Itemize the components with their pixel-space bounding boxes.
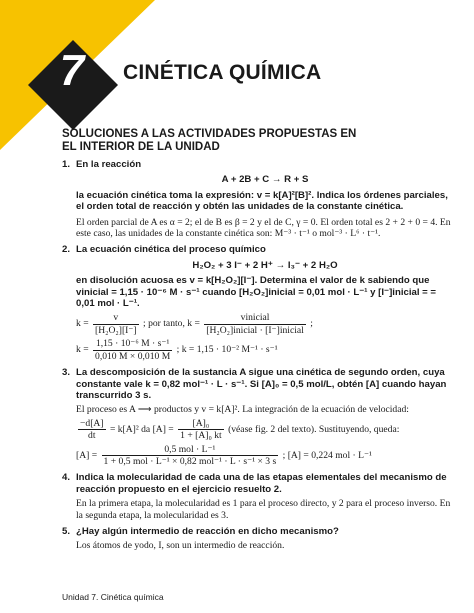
exercise-number: 5. <box>62 525 71 537</box>
exercise-statement: ¿Hay algún intermedio de reacción en dicho mecanismo? <box>76 525 339 537</box>
fraction-denominator: 1 + 0,5 mol · L⁻¹ × 0,82 mol⁻¹ · L · s⁻¹ × 3 s <box>103 455 277 467</box>
fraction-numerator: −d[A] <box>80 417 104 429</box>
rate-constant-formula <box>76 312 454 336</box>
fraction-numerator: [A]₀ <box>178 418 224 430</box>
chapter-title: CINÉTICA QUÍMICA <box>123 61 322 84</box>
exercise-answer: El orden parcial de A es α = 2; el de B es β = 2 y el de C, γ = 0. El orden total es 2 + 2 + 0 = 4. En este caso, las unidades de la constante cinética son: M⁻³ · t⁻¹ o mol⁻³ · L⁶ · t⁻¹. <box>76 216 451 240</box>
fraction-numerator: v <box>93 312 139 324</box>
fraction <box>204 312 306 336</box>
exercise-number: 1. <box>62 159 71 170</box>
exercise-number: 4. <box>62 472 71 484</box>
equation-end: (véase fig. 2 del texto). Sustituyendo, queda: <box>228 423 400 435</box>
exercise-number: 2. <box>62 244 71 256</box>
fraction-numerator: vinicial <box>204 312 306 324</box>
fraction-denominator: dt <box>88 430 96 442</box>
fraction <box>93 338 172 362</box>
page-footer: Unidad 7. Cinética química <box>62 592 164 602</box>
exercise-statement: la ecuación cinética toma la expresión: v = k[A]²[B]². Indica los órdenes parciales, el orden total de reacción y obtén las unidades de la constante cinética. <box>76 189 448 213</box>
fraction <box>102 444 279 468</box>
equation-connector: ; por tanto, k = <box>143 318 200 330</box>
exercise-2 <box>62 244 454 362</box>
exercise-intro: En la reacción <box>76 159 142 170</box>
exercise-statement: Indica la molecularidad de cada una de las etapas elementales del mecanismo de reacción propuesto en el ejercicio resuelto 2. <box>76 472 447 495</box>
chapter-number: 7 <box>59 46 85 95</box>
reaction-equation: A + 2B + C → R + S <box>221 174 309 186</box>
exercise-list <box>62 159 454 552</box>
exercise-1 <box>62 159 454 239</box>
fraction-numerator: 1,15 · 10⁻⁶ M · s⁻¹ <box>93 338 172 350</box>
exercise-answer: El proceso es A ⟶ productos y v = k[A]². La integración de la ecuación de velocidad: <box>76 404 409 416</box>
section-heading: SOLUCIONES A LAS ACTIVIDADES PROPUESTAS EN EL INTERIOR DE LA UNIDAD <box>62 128 357 153</box>
concentration-result <box>76 444 454 468</box>
fraction-denominator: [H₂O₂]inicial · [I⁻]inicial <box>206 324 304 336</box>
reaction-equation: H₂O₂ + 3 I⁻ + 2 H⁺ → I₃⁻ + 2 H₂O <box>192 259 338 271</box>
fraction <box>93 312 139 336</box>
equation-lhs: k = <box>76 318 89 330</box>
exercise-answer: Los átomos de yodo, I, son un intermedio de reacción. <box>76 540 285 552</box>
integrated-rate-law <box>76 418 454 442</box>
equation-result: ; [A] = 0,224 mol · L⁻¹ <box>282 449 372 461</box>
exercise-4 <box>62 472 454 521</box>
equation-lhs: k = <box>76 344 89 356</box>
exercise-number: 3. <box>62 367 71 379</box>
exercise-5 <box>62 526 454 552</box>
fraction-denominator: 0,010 M × 0,010 M <box>95 350 171 362</box>
exercise-intro: La ecuación cinética del proceso químico <box>76 244 266 256</box>
exercise-statement: La descomposición de la sustancia A sigue una cinética de segundo orden, cuya constante vale k = 0,82 mol⁻¹ · L · s⁻¹. Si [A]₀ = 0,5 mol/L, obtén [A] cuando hayan transcurrido 3 s. <box>76 367 447 401</box>
fraction-denominator: 1 + [A]₀ kt <box>180 430 222 442</box>
equation-result: ; k = 1,15 · 10⁻² M⁻¹ · s⁻¹ <box>176 344 278 356</box>
fraction-numerator: 0,5 mol · L⁻¹ <box>102 444 279 456</box>
exercise-statement: en disolución acuosa es v = k[H₂O₂][I⁻]. Determina el valor de k sabiendo que vinicial = 1,15 · 10⁻⁶ M · s⁻¹ cuando [H₂O₂]inicial = 0,01 mol · L⁻¹ y [I⁻]inicial = = 0,01 mol · L⁻¹. <box>76 275 437 310</box>
fraction-denominator: [H₂O₂][I⁻] <box>95 324 137 336</box>
exercise-answer: En la primera etapa, la molecularidad es 1 para el proceso directo, y 2 para el proceso inverso. En la segunda etapa, la molecularidad es 3. <box>76 498 451 521</box>
rate-constant-result <box>76 338 454 362</box>
fraction <box>178 418 224 442</box>
equation-lhs: [A] = <box>76 449 98 461</box>
fraction <box>78 418 106 442</box>
exercise-3 <box>62 367 454 467</box>
equation-end: ; <box>310 318 313 330</box>
equation-connector: = k[A]² da [A] = <box>109 423 174 435</box>
